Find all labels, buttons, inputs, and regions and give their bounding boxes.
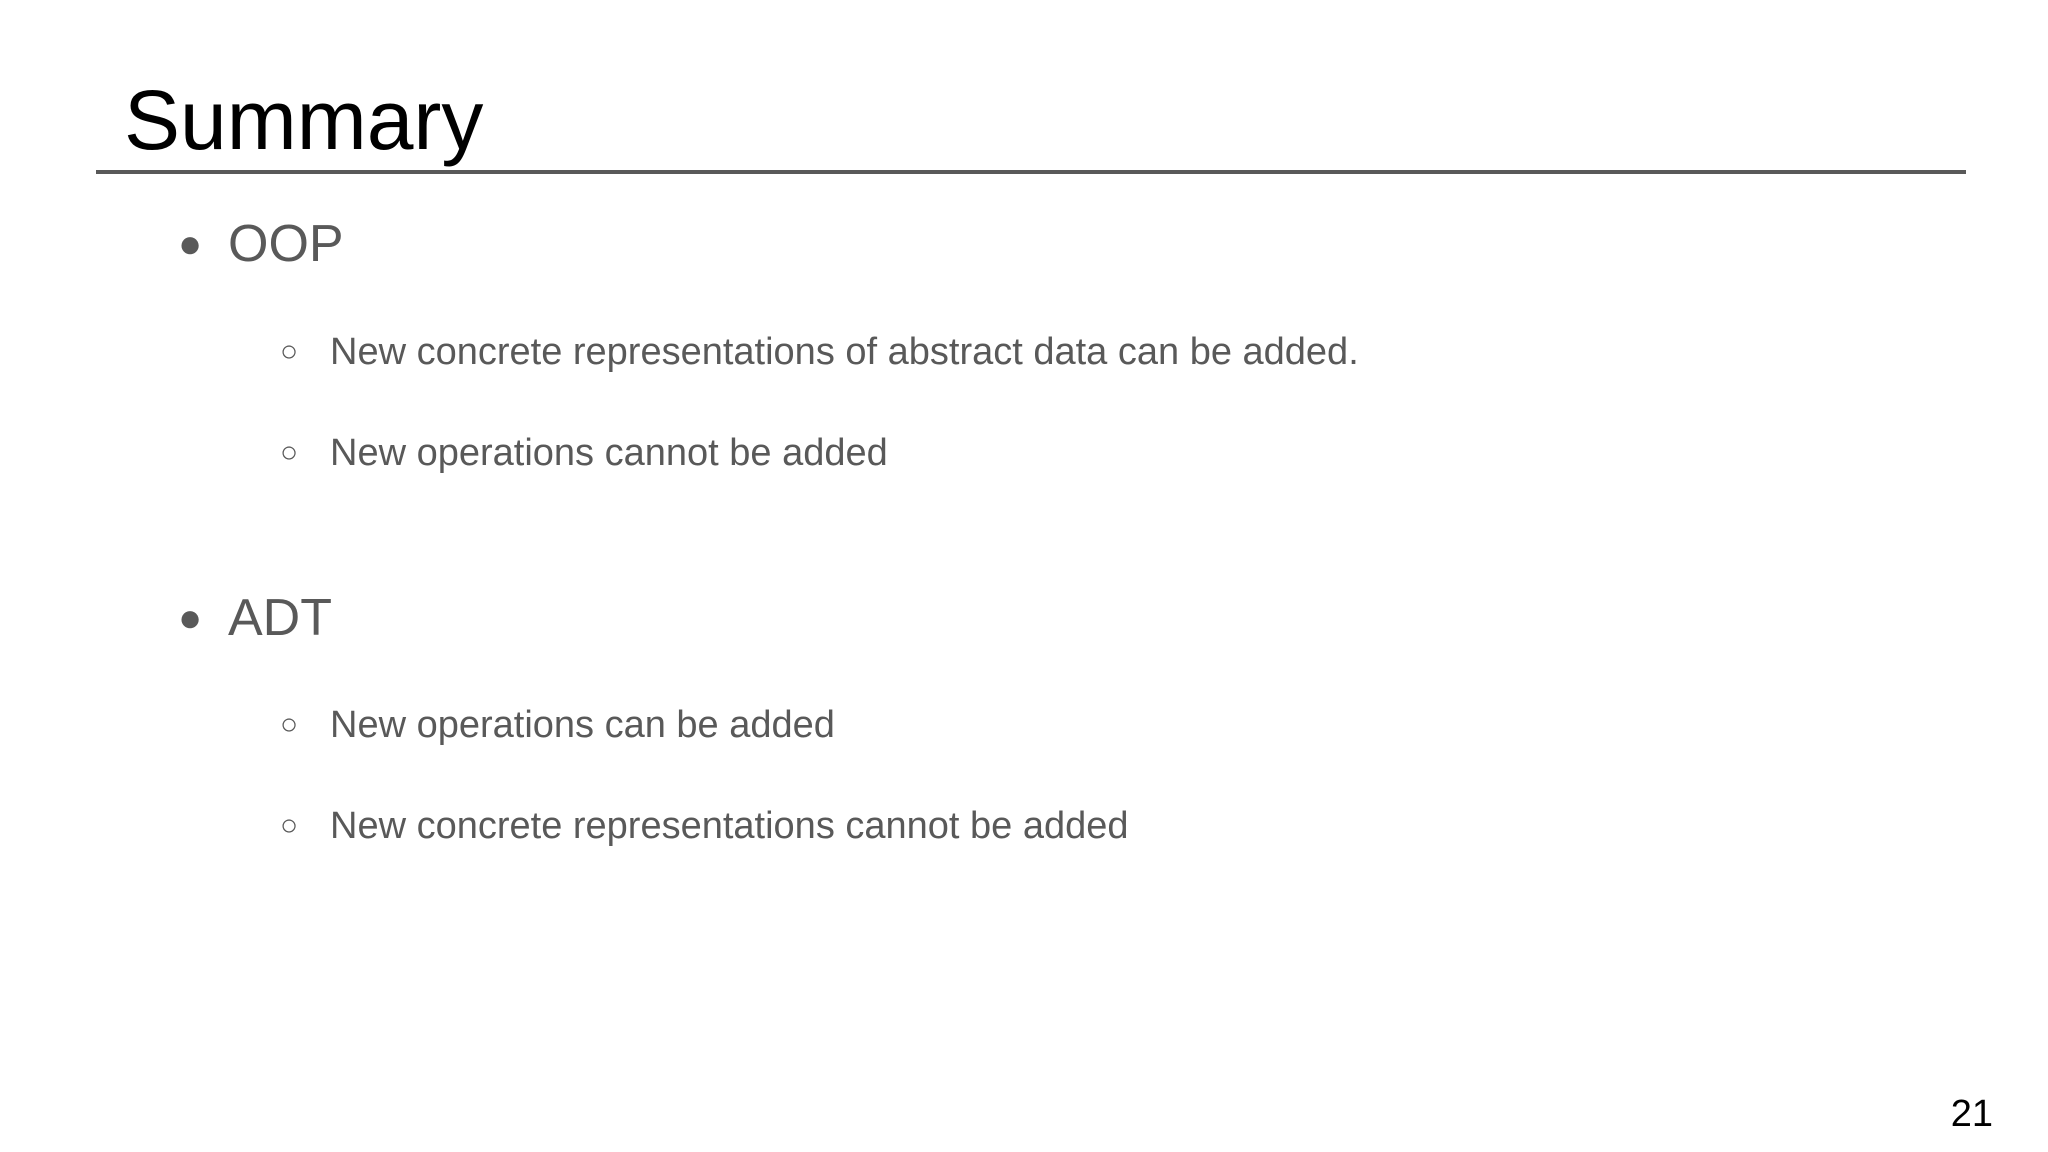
hollow-bullet-icon: ○ [280,436,299,469]
title-divider [96,170,1966,174]
hollow-bullet-icon: ○ [280,335,299,368]
hollow-bullet-icon: ○ [280,708,299,741]
filled-bullet-icon: ● [178,222,203,266]
page-number: 21 [1950,1093,1993,1135]
hollow-bullet-icon: ○ [280,809,299,842]
sub-bullet-text: New operations can be added [330,704,835,746]
slide-title: Summary [124,73,484,167]
sub-bullet-text: New operations cannot be added [330,432,888,474]
bullet-label: ADT [228,589,332,647]
bullet-label: OOP [228,215,344,273]
filled-bullet-icon: ● [178,596,203,640]
sub-bullet-text: New concrete representations cannot be added [330,805,1129,847]
sub-bullet-text: New concrete representations of abstract data can be added. [330,331,1359,373]
